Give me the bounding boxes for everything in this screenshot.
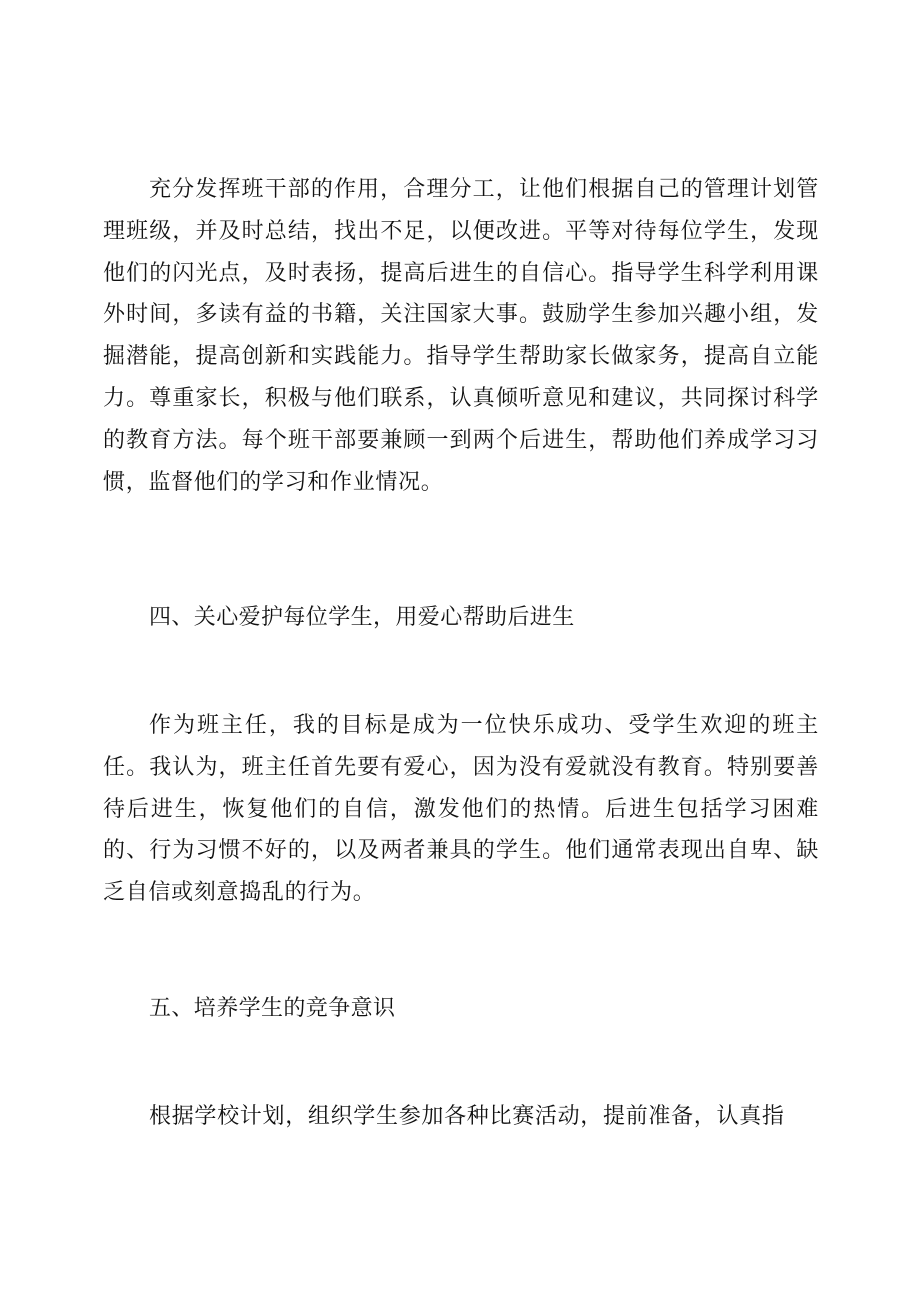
body-paragraph: 充分发挥班干部的作用，合理分工，让他们根据自己的管理计划管理班级，并及时总结，找出不足，以便改进。平等对待每位学生，发现他们的闪光点，及时表扬，提高后进生的自信心。指导学生科学利用课外时间，多读有益的书籍，关注国家大事。鼓励学生参加兴趣小组，发掘潜能，提高创新和实践能力。指导学生帮助家长做家务，提高自立能力。尊重家长，积极与他们联系，认真倾听意见和建议，共同探讨科学的教育方法。每个班干部要兼顾一到两个后进生，帮助他们养成学习习惯，监督他们的学习和作业情况。 <box>103 177 819 495</box>
section-heading: 五、培养学生的竞争意识 <box>149 996 396 1021</box>
body-paragraph: 作为班主任，我的目标是成为一位快乐成功、受学生欢迎的班主任。我认为，班主任首先要有爱心，因为没有爱就没有教育。特别要善待后进生，恢复他们的自信，激发他们的热情。后进生包括学习困难的、行为习惯不好的，以及两者兼具的学生。他们通常表现出自卑、缺乏自信或刻意捣乱的行为。 <box>103 713 819 906</box>
section-heading: 四、关心爱护每位学生，用爱心帮助后进生 <box>149 605 575 630</box>
body-paragraph: 根据学校计划，组织学生参加各种比赛活动，提前准备，认真指 <box>149 1104 785 1129</box>
